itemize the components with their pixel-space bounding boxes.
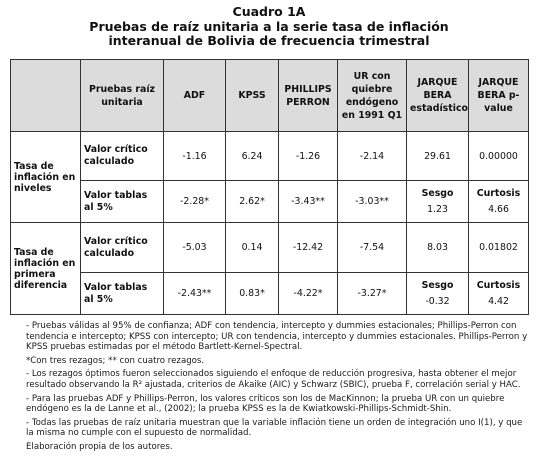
table-cell: -3.43**	[279, 181, 338, 223]
skew-cell	[407, 273, 469, 315]
kurtosis-value: 4.42	[488, 296, 509, 307]
kurtosis-label: Curtosis	[476, 280, 521, 291]
table-cell: 0.14	[226, 223, 279, 273]
group-label-niveles: Tasa de inflación en niveles	[11, 132, 81, 223]
unit-root-table	[10, 59, 529, 315]
header-adf: ADF	[164, 60, 226, 132]
table-cell: -2.14	[338, 132, 407, 181]
table-cell: -4.22*	[279, 273, 338, 315]
table-title-line-1: Pruebas de raíz unitaria a la serie tasa de inflación	[89, 19, 449, 34]
table-cell: -2.43**	[164, 273, 226, 315]
table-cell: -3.03**	[338, 181, 407, 223]
table-row	[11, 273, 529, 315]
table-row	[11, 223, 529, 273]
row-label: Valor crítico calculado	[81, 132, 164, 181]
table-notes	[26, 321, 532, 456]
note-paragraph: - Todas las pruebas de raíz unitaria muestran que la variable inflación tiene un orden de integración uno I(1), y que la misma no cumple con el supuesto de normalidad.	[26, 417, 523, 439]
row-label: Valor crítico calculado	[81, 223, 164, 273]
header-row	[11, 60, 529, 132]
table-cell: 0.83*	[226, 273, 279, 315]
skew-cell	[407, 181, 469, 223]
table-cell: 2.62*	[226, 181, 279, 223]
header-pruebas: Pruebas raíz unitaria	[81, 60, 164, 132]
kurtosis-cell	[469, 181, 529, 223]
header-empty-cell	[11, 60, 81, 132]
table-cell: -1.16	[164, 132, 226, 181]
skew-value: 1.23	[427, 204, 448, 215]
table-caption-number: Cuadro 1A	[232, 4, 306, 19]
note-paragraph: - Para las pruebas ADF y Phillips-Perron, los valores críticos son los de MacKinnon; la prueba UR con un quiebre endógeno es la de Lanne et al., (2002); la prueba KPSS es la de Kwiatkowski-Phillips-Schmidt-Shin.	[26, 393, 505, 415]
header-kpss: KPSS	[226, 60, 279, 132]
header-phillips-perron: PHILLIPS PERRON	[279, 60, 338, 132]
header-ur-quiebre: UR con quiebre endógeno en 1991 Q1	[338, 60, 407, 132]
table-row	[11, 181, 529, 223]
table-cell: -2.28*	[164, 181, 226, 223]
note-paragraph: *Con tres rezagos; ** con cuatro rezagos.	[26, 355, 205, 366]
table-cell: -12.42	[279, 223, 338, 273]
kurtosis-label: Curtosis	[476, 188, 521, 199]
kurtosis-cell	[469, 273, 529, 315]
skew-value: -0.32	[425, 296, 450, 307]
table-cell: 8.03	[407, 223, 469, 273]
table-cell: 6.24	[226, 132, 279, 181]
skew-label: Sesgo	[421, 188, 454, 199]
table-row	[11, 132, 529, 181]
table-cell: 0.00000	[469, 132, 529, 181]
row-label: Valor tablas al 5%	[81, 181, 164, 223]
source-note: Elaboración propia de los autores.	[26, 441, 173, 452]
table-cell: -5.03	[164, 223, 226, 273]
header-jarque-bera-pvalue: JARQUE BERA p-value	[469, 60, 529, 132]
kurtosis-value: 4.66	[488, 204, 509, 215]
header-jarque-bera-stat: JARQUE BERA estadístico	[407, 60, 469, 132]
table-cell: -3.27*	[338, 273, 407, 315]
group-label-primera-diferencia: Tasa de inflación en primera diferencia	[11, 223, 81, 315]
table-title-line-2: interanual de Bolivia de frecuencia trimestral	[108, 33, 430, 48]
table-cell: -7.54	[338, 223, 407, 273]
table-cell: 0.01802	[469, 223, 529, 273]
note-paragraph: - Pruebas válidas al 95% de confianza; ADF con tendencia, intercepto y dummies estacionales; Phillips-Perron con tendencia e intercepto; KPSS con intercepto; UR con tendencia, intercepto y dummies estacionales. Phillips-Perron y KPSS pruebas estimadas por el método Bartlett-Kernel-Spectral.	[26, 321, 528, 353]
table-cell: 29.61	[407, 132, 469, 181]
note-paragraph: - Los rezagos óptimos fueron seleccionados siguiendo el enfoque de reducción progresiva, hasta obtener el mejor resultado observando la R² ajustada, criterios de Akaike (AIC) y Schwarz (SBIC), prueba F, correlación serial y HAC.	[26, 369, 521, 390]
row-label: Valor tablas al 5%	[81, 273, 164, 315]
skew-label: Sesgo	[421, 280, 454, 291]
table-cell: -1.26	[279, 132, 338, 181]
